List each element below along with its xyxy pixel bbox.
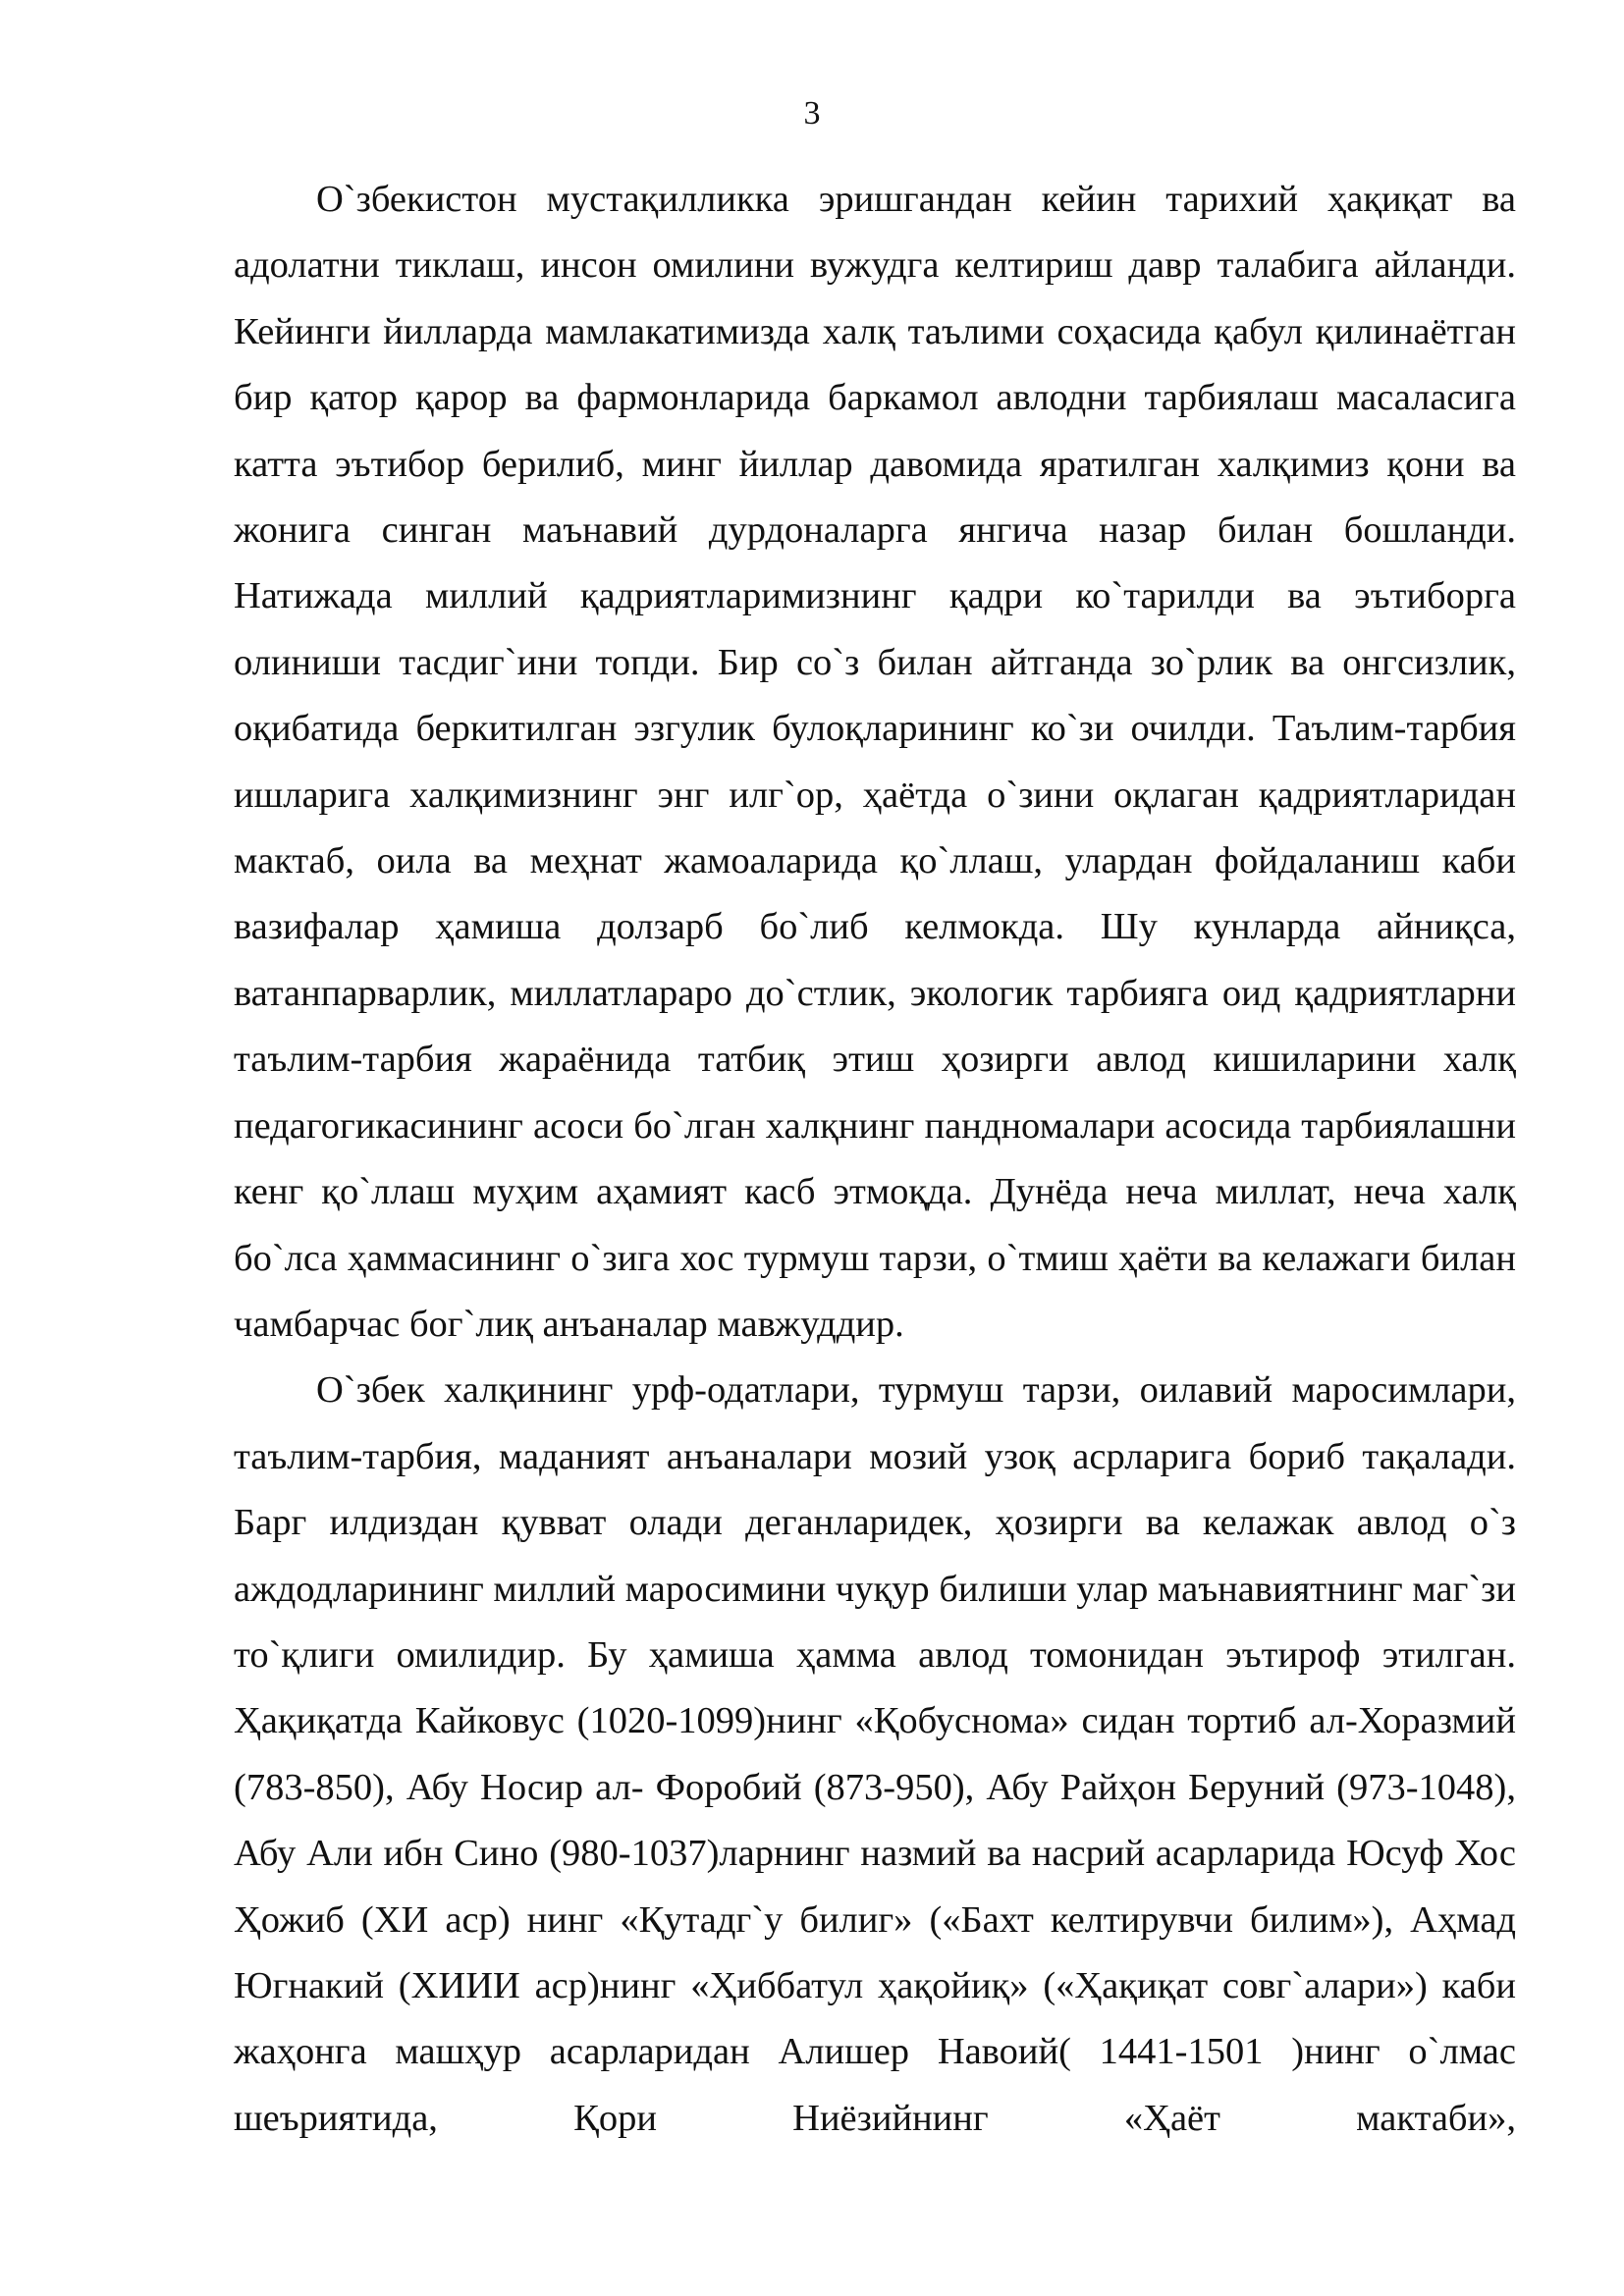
page-number: 3: [803, 95, 821, 132]
body-text: [234, 167, 1516, 2152]
paragraph-2: О`збек халқининг урф-одатлари, турмуш тарзи, оилавий маросимлари, таълим-тарбия, маданият анъаналари мозий узоқ асрларига бориб тақалади. Барг илдиздан қувват олади деганларидек, ҳозирги ва келажак авлод о`з аждодларининг миллий маросимини чуқур билиши улар маънавиятнинг маг`зи то`қлиги омилидир. Бу ҳамиша ҳамма авлод томонидан эътироф этилган. Ҳақиқатда Кайковус (1020-1099)нинг «Қобуснома» сидан тортиб ал-Хоразмий (783-850), Абу Носир ал- Форобий (873-950), Абу Райҳон Беруний (973-1048), Абу Али ибн Сино (980-1037)ларнинг назмий ва насрий асарларида Юсуф Хос Ҳожиб (ХИ аср) нинг «Қутадг`у билиг» («Бахт келтирувчи билим»), Аҳмад Югнакий (ХИИИ аср)нинг «Ҳиббатул ҳақойиқ» («Ҳақиқат совг`алари») каби жаҳонга машҳур асарларидан Алишер Навоий( 1441-1501 )нинг о`лмас шеъриятида, Қори Ниёзийнинг «Ҳаёт мактаби»,: [234, 1369, 1516, 2139]
paragraph-1: О`збекистон мустақилликка эришгандан кейин тарихий ҳақиқат ва адолатни тиклаш, инсон омилини вужудга келтириш давр талабига айланди. Кейинги йилларда мамлакатимизда халқ таълими соҳасида қабул қилинаётган бир қатор қарор ва фармонларида баркамол авлодни тарбиялаш масаласига катта эътибор берилиб, минг йиллар давомида яратилган халқимиз қони ва жонига синган маънавий дурдоналарга янгича назар билан бошланди. Натижада миллий қадриятларимизнинг қадри ко`тарилди ва эътиборга олиниши тасдиг`ини топди. Бир со`з билан айтганда зо`рлик ва онгсизлик, оқибатида беркитилган эзгулик булоқларининг ко`зи очилди. Таълим-тарбия ишларига халқимизнинг энг илг`ор, ҳаётда о`зини оқлаган қадриятларидан мактаб, оила ва меҳнат жамоаларида қо`ллаш, улардан фойдаланиш каби вазифалар ҳамиша долзарб бо`либ келмокда. Шу кунларда айниқса, ватанпарварлик, миллатлараро до`стлик, экологик тарбияга оид қадриятларни таълим-тарбия жараёнида татбиқ этиш ҳозирги авлод кишиларини халқ педагогикасининг асоси бо`лган халқнинг пандномалари асосида тарбиялашни кенг қо`ллаш муҳим аҳамият касб этмоқда. Дунёда неча миллат, неча халқ бо`лса ҳаммасининг о`зига хос турмуш тарзи, о`тмиш ҳаёти ва келажаги билан чамбарчас бог`лиқ анъаналар мавжуддир.: [234, 179, 1516, 1345]
